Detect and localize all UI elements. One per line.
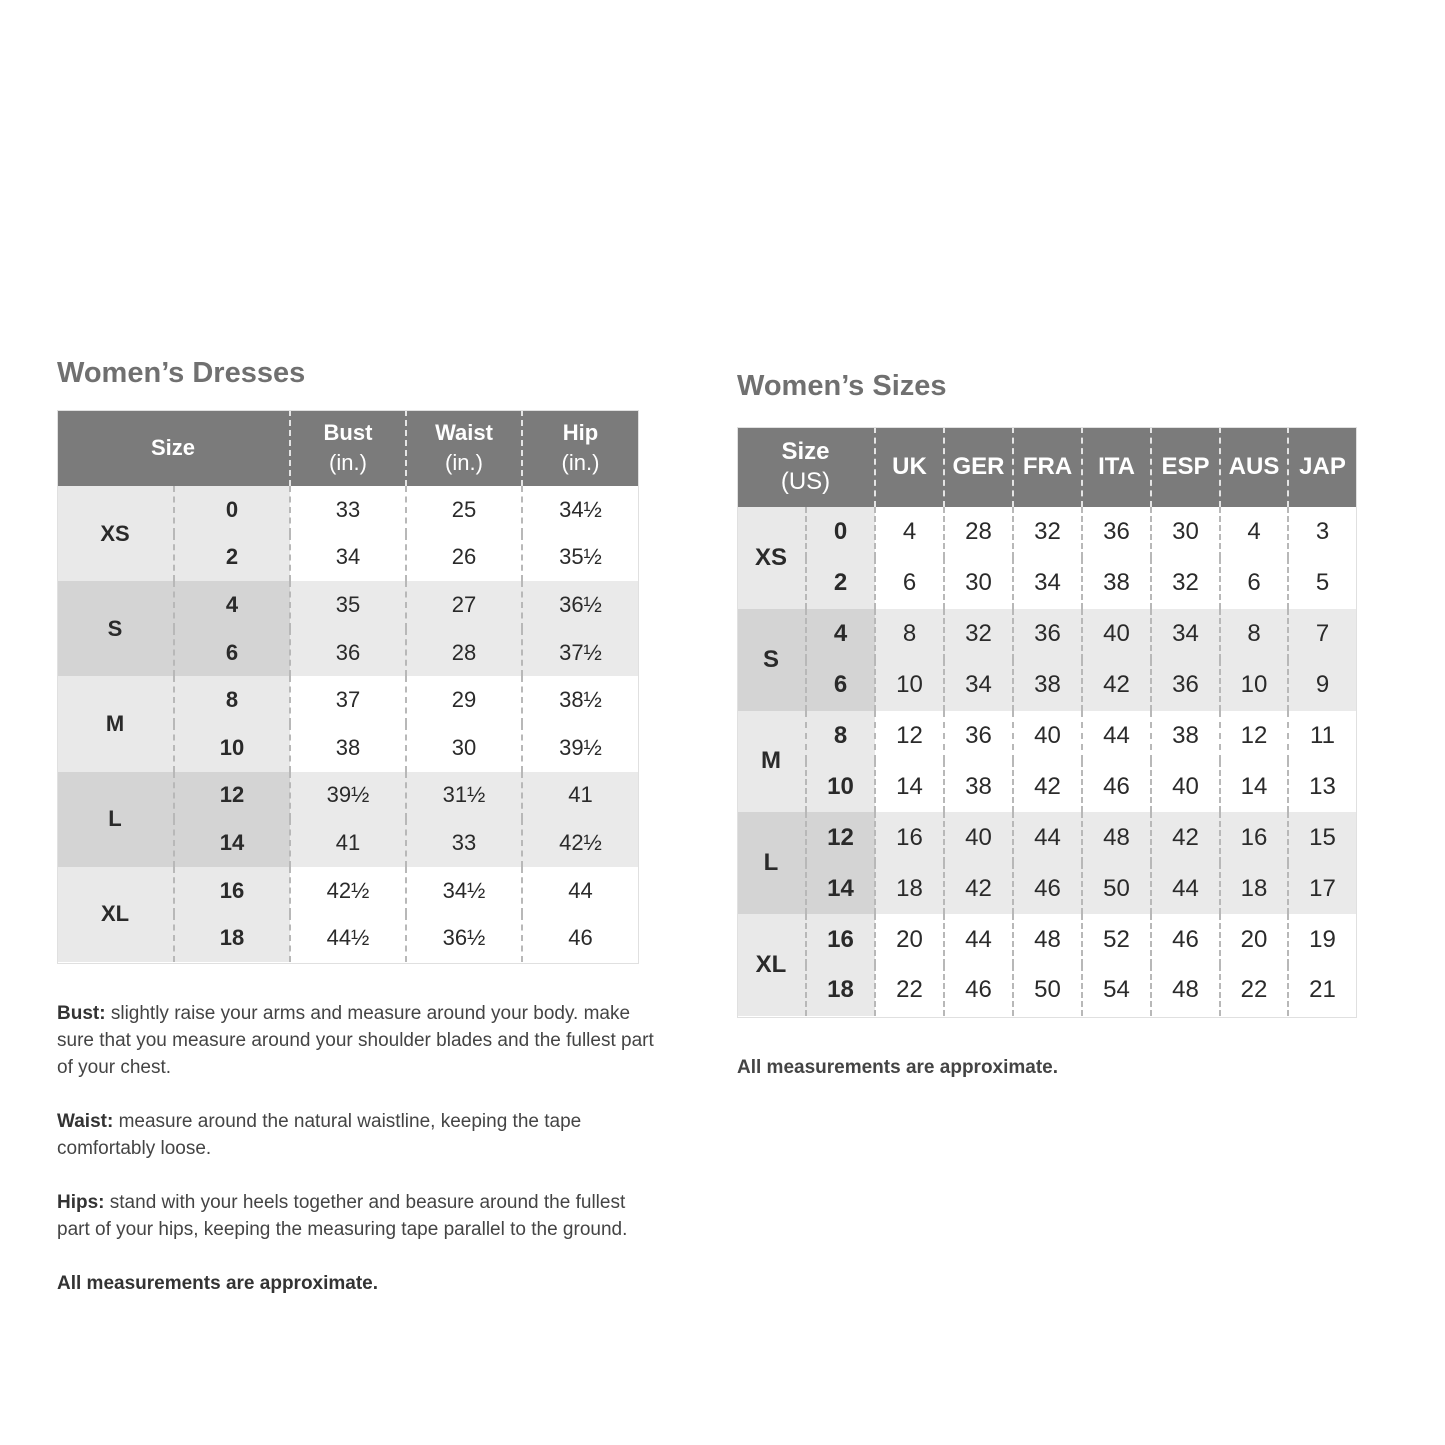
table-row	[737, 660, 1356, 711]
table-cell: 40	[944, 812, 1013, 863]
table-cell: 34½	[522, 486, 638, 534]
table-cell: 36½	[406, 914, 522, 962]
table-cell: 28	[944, 507, 1013, 558]
table-cell: 34½	[406, 867, 522, 915]
table-cell: 44	[1082, 711, 1151, 762]
table-cell: 42½	[522, 819, 638, 867]
table-cell: 46	[1151, 914, 1220, 965]
size-number-cell: 14	[806, 863, 875, 914]
table-cell: 46	[1082, 761, 1151, 812]
size-group-label: XS	[737, 507, 806, 609]
header-aus: AUS	[1220, 427, 1288, 507]
size-number-cell: 2	[174, 534, 290, 582]
table-cell: 44	[1013, 812, 1082, 863]
size-number-cell: 4	[174, 581, 290, 629]
measurement-notes	[57, 1000, 657, 1324]
table-cell: 14	[875, 761, 944, 812]
table-cell: 38	[944, 761, 1013, 812]
table-cell: 34	[1013, 558, 1082, 609]
table-cell: 15	[1288, 812, 1356, 863]
table-cell: 6	[1220, 558, 1288, 609]
table-cell: 13	[1288, 761, 1356, 812]
table-cell: 21	[1288, 965, 1356, 1016]
table-cell: 48	[1013, 914, 1082, 965]
table-cell: 14	[1220, 761, 1288, 812]
size-number-cell: 2	[806, 558, 875, 609]
header-ger: GER	[944, 427, 1013, 507]
table-cell: 12	[1220, 711, 1288, 762]
table-cell: 41	[290, 819, 406, 867]
table-cell: 31½	[406, 772, 522, 820]
table-cell: 38	[1082, 558, 1151, 609]
table-cell: 48	[1082, 812, 1151, 863]
table-cell: 38½	[522, 676, 638, 724]
table-cell: 26	[406, 534, 522, 582]
table-cell: 38	[1013, 660, 1082, 711]
table-cell: 19	[1288, 914, 1356, 965]
table-cell: 4	[1220, 507, 1288, 558]
size-number-cell: 12	[174, 772, 290, 820]
table-cell: 36	[290, 629, 406, 677]
size-number-cell: 12	[806, 812, 875, 863]
table-cell: 33	[406, 819, 522, 867]
table-cell: 38	[1151, 711, 1220, 762]
table-cell: 40	[1082, 609, 1151, 660]
table-cell: 54	[1082, 965, 1151, 1016]
size-group-label: L	[57, 772, 174, 867]
size-number-cell: 18	[806, 965, 875, 1016]
table-row	[57, 581, 638, 629]
table-cell: 41	[522, 772, 638, 820]
table-cell: 30	[406, 724, 522, 772]
size-group-label: XL	[737, 914, 806, 1016]
table-row	[737, 863, 1356, 914]
table-cell: 42	[1082, 660, 1151, 711]
header-waist: Waist (in.)	[406, 410, 522, 486]
table-cell: 46	[944, 965, 1013, 1016]
header-jap: JAP	[1288, 427, 1356, 507]
size-group-label: XL	[57, 867, 174, 962]
sizes-conversion-table	[737, 427, 1356, 1016]
size-number-cell: 6	[174, 629, 290, 677]
table-cell: 30	[944, 558, 1013, 609]
table-row	[737, 761, 1356, 812]
note-waist: Waist: measure around the natural waistline, keeping the tape comfortably loose.	[57, 1111, 582, 1159]
note-hips: Hips: stand with your heels together and beasure around the fullest part of your hips, keeping the measuring tape parallel to the ground.	[57, 1192, 628, 1240]
table-cell: 33	[290, 486, 406, 534]
table-cell: 32	[1151, 558, 1220, 609]
table-cell: 39½	[522, 724, 638, 772]
table-cell: 46	[522, 914, 638, 962]
table-cell: 25	[406, 486, 522, 534]
table-cell: 8	[875, 609, 944, 660]
size-number-cell: 10	[806, 761, 875, 812]
table-row	[737, 711, 1356, 762]
dresses-title: Women’s Dresses	[57, 357, 306, 389]
table-cell: 44	[1151, 863, 1220, 914]
table-cell: 35½	[522, 534, 638, 582]
table-cell: 37½	[522, 629, 638, 677]
size-number-cell: 10	[174, 724, 290, 772]
table-cell: 44½	[290, 914, 406, 962]
table-cell: 40	[1151, 761, 1220, 812]
size-number-cell: 0	[174, 486, 290, 534]
table-cell: 30	[1151, 507, 1220, 558]
table-cell: 9	[1288, 660, 1356, 711]
table-cell: 4	[875, 507, 944, 558]
table-row	[737, 812, 1356, 863]
sizes-table-body	[737, 507, 1356, 1016]
size-number-cell: 0	[806, 507, 875, 558]
table-cell: 18	[1220, 863, 1288, 914]
table-cell: 3	[1288, 507, 1356, 558]
table-cell: 27	[406, 581, 522, 629]
table-cell: 50	[1082, 863, 1151, 914]
table-cell: 44	[944, 914, 1013, 965]
table-cell: 34	[1151, 609, 1220, 660]
table-cell: 48	[1151, 965, 1220, 1016]
table-cell: 32	[944, 609, 1013, 660]
table-cell: 39½	[290, 772, 406, 820]
size-number-cell: 18	[174, 914, 290, 962]
table-cell: 20	[875, 914, 944, 965]
header-ita: ITA	[1082, 427, 1151, 507]
header-fra: FRA	[1013, 427, 1082, 507]
table-cell: 42	[944, 863, 1013, 914]
table-cell: 40	[1013, 711, 1082, 762]
table-cell: 18	[875, 863, 944, 914]
size-group-label: XS	[57, 486, 174, 581]
table-cell: 34	[290, 534, 406, 582]
dresses-footer: All measurements are approximate.	[57, 1273, 379, 1294]
table-cell: 44	[522, 867, 638, 915]
dresses-size-table	[57, 410, 638, 962]
table-cell: 46	[1013, 863, 1082, 914]
table-cell: 36	[1013, 609, 1082, 660]
table-cell: 10	[875, 660, 944, 711]
header-size-us: Size (US)	[737, 427, 875, 507]
table-cell: 35	[290, 581, 406, 629]
table-cell: 20	[1220, 914, 1288, 965]
table-cell: 29	[406, 676, 522, 724]
size-number-cell: 16	[174, 867, 290, 915]
table-row	[57, 867, 638, 915]
size-number-cell: 14	[174, 819, 290, 867]
table-cell: 22	[875, 965, 944, 1016]
size-number-cell: 8	[806, 711, 875, 762]
table-cell: 11	[1288, 711, 1356, 762]
table-cell: 42	[1151, 812, 1220, 863]
table-row	[737, 507, 1356, 558]
table-cell: 17	[1288, 863, 1356, 914]
table-cell: 52	[1082, 914, 1151, 965]
table-cell: 36	[1082, 507, 1151, 558]
table-cell: 7	[1288, 609, 1356, 660]
size-group-label: M	[57, 676, 174, 771]
table-cell: 50	[1013, 965, 1082, 1016]
header-hip: Hip (in.)	[522, 410, 638, 486]
size-number-cell: 16	[806, 914, 875, 965]
size-number-cell: 4	[806, 609, 875, 660]
sizes-footer: All measurements are approximate.	[737, 1057, 1059, 1078]
sizes-title: Women’s Sizes	[737, 370, 947, 402]
table-cell: 16	[1220, 812, 1288, 863]
table-cell: 34	[944, 660, 1013, 711]
dresses-table-body	[57, 486, 638, 962]
size-number-cell: 8	[174, 676, 290, 724]
table-cell: 28	[406, 629, 522, 677]
table-cell: 16	[875, 812, 944, 863]
size-group-label: L	[737, 812, 806, 914]
table-row	[57, 486, 638, 534]
table-row	[737, 914, 1356, 965]
table-cell: 22	[1220, 965, 1288, 1016]
table-cell: 5	[1288, 558, 1356, 609]
size-group-label: S	[737, 609, 806, 711]
header-esp: ESP	[1151, 427, 1220, 507]
table-cell: 36	[1151, 660, 1220, 711]
table-row	[737, 965, 1356, 1016]
table-row	[57, 772, 638, 820]
header-uk: UK	[875, 427, 944, 507]
table-cell: 12	[875, 711, 944, 762]
table-cell: 36	[944, 711, 1013, 762]
table-cell: 37	[290, 676, 406, 724]
size-number-cell: 6	[806, 660, 875, 711]
table-cell: 8	[1220, 609, 1288, 660]
table-cell: 42	[1013, 761, 1082, 812]
table-cell: 32	[1013, 507, 1082, 558]
table-cell: 38	[290, 724, 406, 772]
table-cell: 36½	[522, 581, 638, 629]
size-group-label: S	[57, 581, 174, 676]
table-row	[57, 676, 638, 724]
table-row	[737, 609, 1356, 660]
table-cell: 6	[875, 558, 944, 609]
table-cell: 42½	[290, 867, 406, 915]
table-cell: 10	[1220, 660, 1288, 711]
header-size: Size	[57, 410, 290, 486]
table-row	[737, 558, 1356, 609]
size-group-label: M	[737, 711, 806, 813]
note-bust: Bust: slightly raise your arms and measure around your body. make sure that you measure around your shoulder blades and the fullest part of your chest.	[57, 1003, 654, 1078]
header-bust: Bust (in.)	[290, 410, 406, 486]
